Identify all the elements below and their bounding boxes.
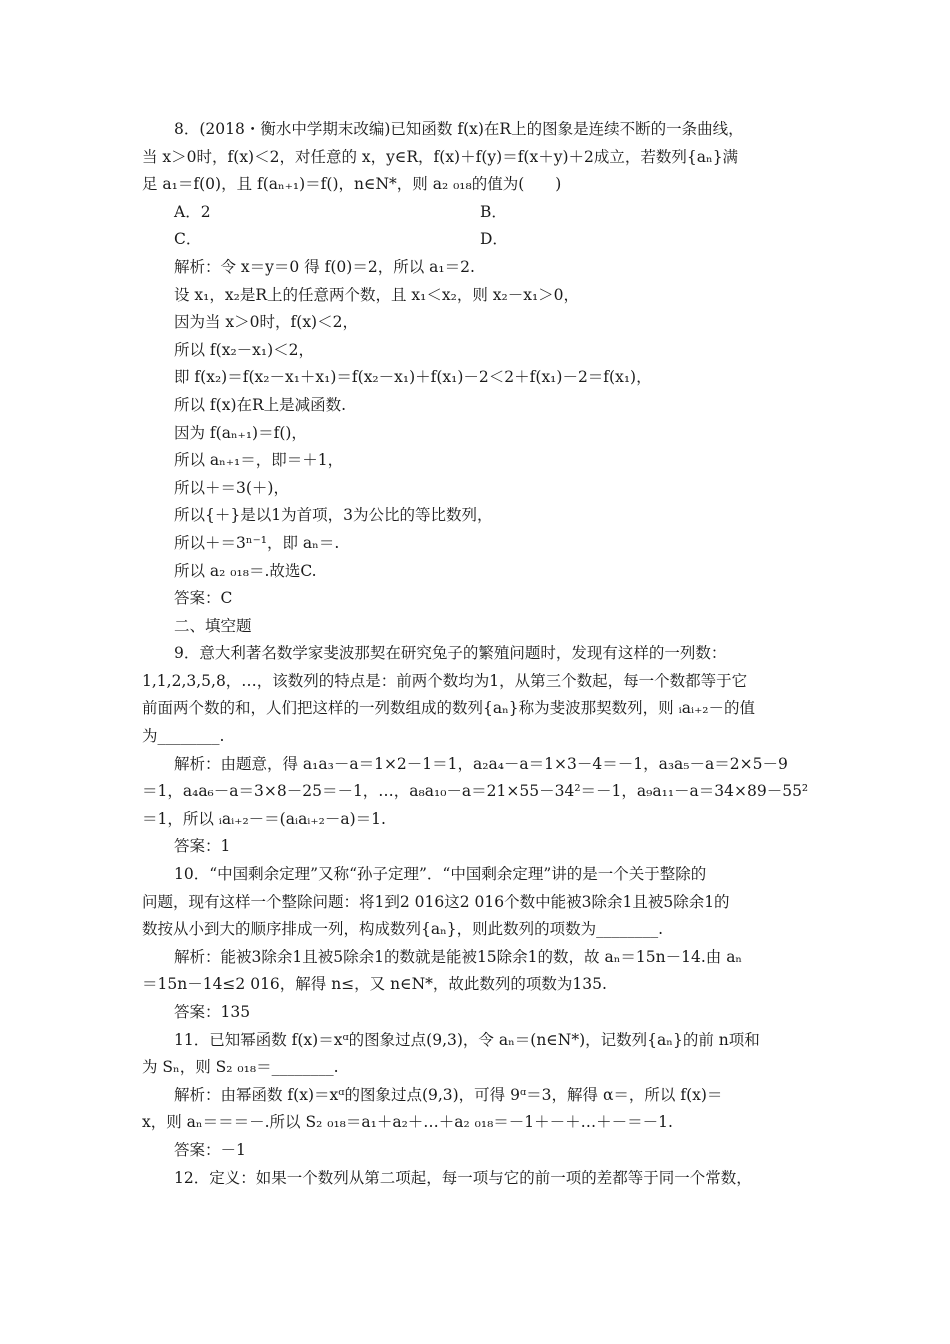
q10-stem-line-2: 问题，现有这样一个整除问题：将1到2 016这2 016个数中能被3除余1且被5除余1的 xyxy=(142,892,730,911)
q8-solution-line-11: 所以＋＝3ⁿ⁻¹，即 aₙ＝. xyxy=(174,533,340,552)
question-10 xyxy=(142,861,810,1027)
q9-stem-line-2: 1,1,2,3,5,8，…，该数列的特点是：前两个数均为1，从第三个数起，每一个数都等于它 xyxy=(142,671,748,690)
q9-answer: 答案：1 xyxy=(174,837,231,856)
question-11 xyxy=(142,1027,810,1165)
q11-answer: 答案：－1 xyxy=(174,1140,246,1159)
q10-solution-line-1: 解析：能被3除余1且被5除余1的数就是能被15除余1的数，故 aₙ＝15n－14.由 aₙ xyxy=(174,947,743,966)
q8-stem-line-2: 当 x＞0时，f(x)＜2，对任意的 x，y∈R，f(x)＋f(y)＝f(x＋y)＋2成立，若数列{aₙ}满 xyxy=(142,147,739,166)
q8-solution-line-4: 所以 f(x₂－x₁)＜2， xyxy=(174,340,315,359)
q10-answer: 答案：135 xyxy=(174,1003,251,1021)
q8-solution-line-6: 所以 f(x)在R上是减函数. xyxy=(174,395,347,414)
q8-solution-line-12: 所以 a₂ ₀₁₈＝.故选C. xyxy=(174,561,317,580)
q11-solution-line-1: 解析：由幂函数 f(x)＝xᵅ的图象过点(9,3)，可得 9ᵅ＝3，解得 α＝，所以 f(x)＝ xyxy=(174,1085,723,1104)
q8-stem-line-1: 8．(2018・衡水中学期末改编)已知函数 f(x)在R上的图象是连续不断的一条曲线， xyxy=(174,120,744,138)
q11-stem-line-2: 为 Sₙ，则 S₂ ₀₁₈＝________. xyxy=(142,1058,339,1077)
question-8 xyxy=(142,116,810,613)
q10-stem-line-3: 数按从小到大的顺序排成一列，构成数列{aₙ}，则此数列的项数为________. xyxy=(142,920,664,939)
q8-solution-line-10: 所以{＋}是以1为首项，3为公比的等比数列， xyxy=(174,506,493,525)
q9-stem-line-4: 为________. xyxy=(142,727,225,746)
q10-stem-line-1: 10．“中国剩余定理”又称“孙子定理”．“中国剩余定理”讲的是一个关于整除的 xyxy=(174,865,707,884)
q8-solution-line-3: 因为当 x＞0时，f(x)＜2， xyxy=(174,313,358,332)
q8-solution-line-8: 所以 aₙ₊₁＝，即＝＋1， xyxy=(174,451,344,470)
option-b: B． xyxy=(480,202,507,221)
question-9 xyxy=(142,640,810,861)
q8-solution-line-2: 设 x₁，x₂是R上的任意两个数，且 x₁＜x₂，则 x₂－x₁＞0， xyxy=(174,285,580,304)
option-a: A．2 xyxy=(174,202,211,221)
q8-solution-line-7: 因为 f(aₙ₊₁)＝f()， xyxy=(174,423,307,442)
q11-stem-line-1: 11．已知幂函数 f(x)＝xᵅ的图象过点(9,3)，令 aₙ＝(n∈N*)，记数列{aₙ}的前 n项和 xyxy=(174,1030,760,1049)
q11-solution-line-2: x，则 aₙ＝＝＝－.所以 S₂ ₀₁₈＝a₁＋a₂＋…＋a₂ ₀₁₈＝－1＋－＋…＋－＝－1. xyxy=(142,1113,673,1132)
q8-solution-line-1: 解析：令 x＝y＝0 得 f(0)＝2，所以 a₁＝2. xyxy=(174,257,475,276)
q9-solution-line-1: 解析：由题意，得 a₁a₃－a＝1×2－1＝1，a₂a₄－a＝1×3－4＝－1，a₃a₅－a＝2×5－9 xyxy=(174,754,788,773)
section-heading: 二、填空题 xyxy=(174,616,252,635)
q8-options-row-2 xyxy=(142,226,810,254)
q8-solution-line-5: 即 f(x₂)＝f(x₂－x₁＋x₁)＝f(x₂－x₁)＋f(x₁)－2＜2＋f(x₁)－2＝f(x₁)， xyxy=(174,368,652,387)
document-body xyxy=(142,116,810,1192)
option-c: C． xyxy=(174,230,202,249)
option-d: D． xyxy=(480,230,508,249)
q9-stem-line-3: 前面两个数的和，人们把这样的一列数组成的数列{aₙ}称为斐波那契数列，则 ᵢaᵢ₊₂－的值 xyxy=(142,699,755,718)
q9-solution-line-2: ＝1，a₄a₆－a＝3×8－25＝－1，…，a₈a₁₀－a＝21×55－34²＝－1，a₉a₁₁－a＝34×89－55² xyxy=(142,782,809,801)
q8-options-row-1 xyxy=(142,199,810,227)
q8-answer: 答案：C xyxy=(174,589,233,608)
q10-solution-line-2: ＝15n－14≤2 016，解得 n≤，又 n∈N*，故此数列的项数为135. xyxy=(142,975,607,994)
q12-stem-line-1: 12．定义：如果一个数列从第二项起，每一项与它的前一项的差都等于同一个常数， xyxy=(174,1168,752,1187)
question-12 xyxy=(142,1165,810,1193)
q8-solution-line-9: 所以＋＝3(＋)， xyxy=(174,478,289,497)
q8-stem-line-3: 足 a₁＝f(0)，且 f(aₙ₊₁)＝f()，n∈N*，则 a₂ ₀₁₈的值为( ) xyxy=(142,175,562,194)
q9-solution-line-3: ＝1，所以 ᵢaᵢ₊₂－＝(aᵢaᵢ₊₂－a)＝1. xyxy=(142,809,386,828)
q9-stem-line-1: 9．意大利著名数学家斐波那契在研究兔子的繁殖问题时，发现有这样的一列数： xyxy=(174,644,727,663)
